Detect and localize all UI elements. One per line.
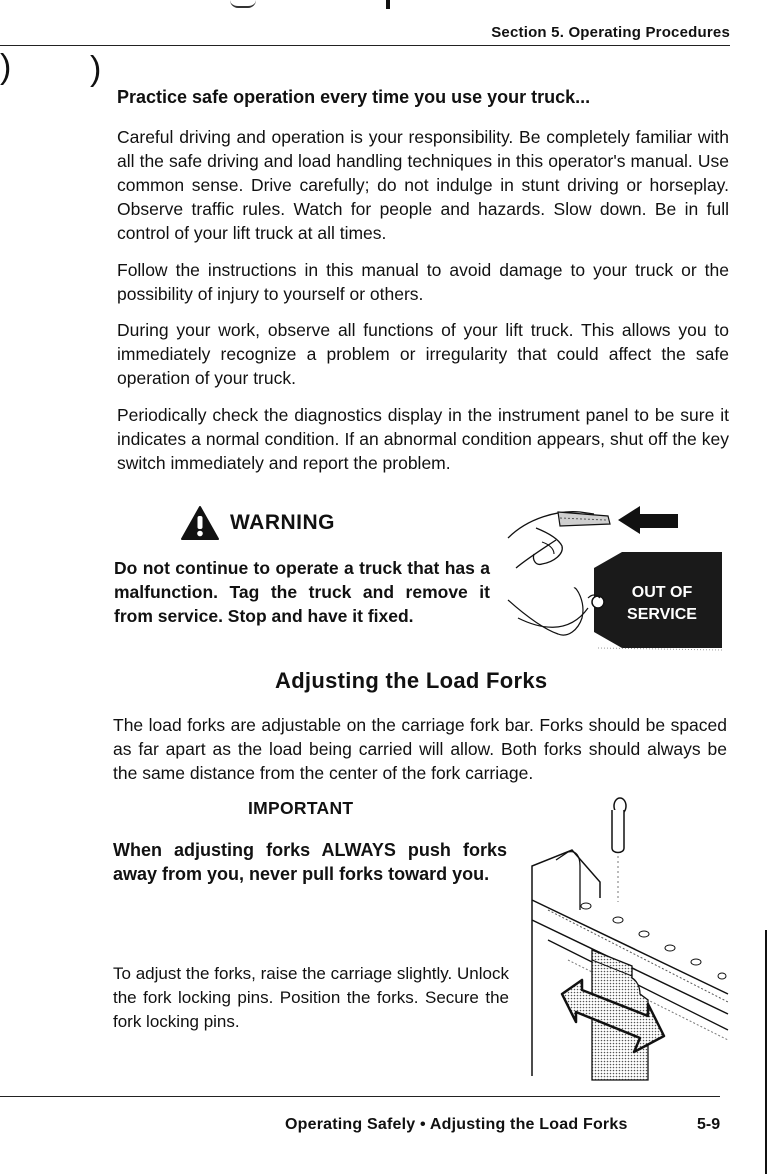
- footer-title: Operating Safely • Adjusting the Load Forks: [285, 1116, 628, 1133]
- scan-artifact: [386, 0, 390, 9]
- instructions-paragraph: To adjust the forks, raise the carriage slightly. Unlock the fork locking pins. Position the forks. Secure the fork locking pins.: [113, 964, 509, 1031]
- page-edge: [765, 930, 767, 1174]
- section-title: Adjusting the Load Forks: [275, 668, 548, 693]
- paragraph: The load forks are adjustable on the carriage fork bar. Forks should be spaced as far apart as the load being carried will allow. Both forks should always be the same distance from the center of the fork carriage.: [113, 715, 727, 783]
- warning-heading: [180, 505, 335, 541]
- paragraph: During your work, observe all functions of your lift truck. This allows you to immediately recognize a problem or irregularity that could affect the safe operation of your truck.: [117, 320, 729, 388]
- tag-label-line1: OUT OF: [631, 584, 693, 601]
- binding-mark: ): [0, 48, 12, 86]
- binding-mark: ): [90, 50, 102, 88]
- paragraph: Periodically check the diagnostics display in the instrument panel to be sure it indicates a normal condition. If an abnormal condition appears, shut off the key switch immediately and report the problem.: [117, 405, 729, 473]
- important-text: When adjusting forks ALWAYS push forks away from you, never pull forks toward you.: [113, 840, 507, 884]
- footer-rule: [0, 1096, 720, 1097]
- lead-heading: Practice safe operation every time you use your truck...: [117, 87, 591, 107]
- paragraph: Follow the instructions in this manual to avoid damage to your truck or the possibility of injury to yourself or others.: [117, 260, 729, 304]
- paragraph: Careful driving and operation is your responsibility. Be completely familiar with all the safe driving and load handling techniques in this operator's manual. Use common sense. Drive carefully; do not indulge in stunt driving or horseplay. Observe traffic rules. Watch for people and hazards. Slow down. Be in full control of your lift truck at all times.: [117, 127, 729, 243]
- out-of-service-tag-illustration: [498, 498, 730, 656]
- section-header: Section 5. Operating Procedures: [491, 24, 730, 41]
- warning-triangle-icon: [180, 505, 220, 541]
- header-rule: [0, 45, 730, 46]
- fork-carriage-illustration: [528, 790, 738, 1082]
- scan-artifact: [230, 0, 256, 8]
- page-number: 5-9: [697, 1116, 721, 1133]
- tag-label-line2: SERVICE: [627, 606, 697, 623]
- warning-label: WARNING: [230, 511, 335, 534]
- important-label: IMPORTANT: [248, 798, 354, 818]
- warning-text: Do not continue to operate a truck that has a malfunction. Tag the truck and remove it from service. Stop and have it fixed.: [114, 558, 490, 626]
